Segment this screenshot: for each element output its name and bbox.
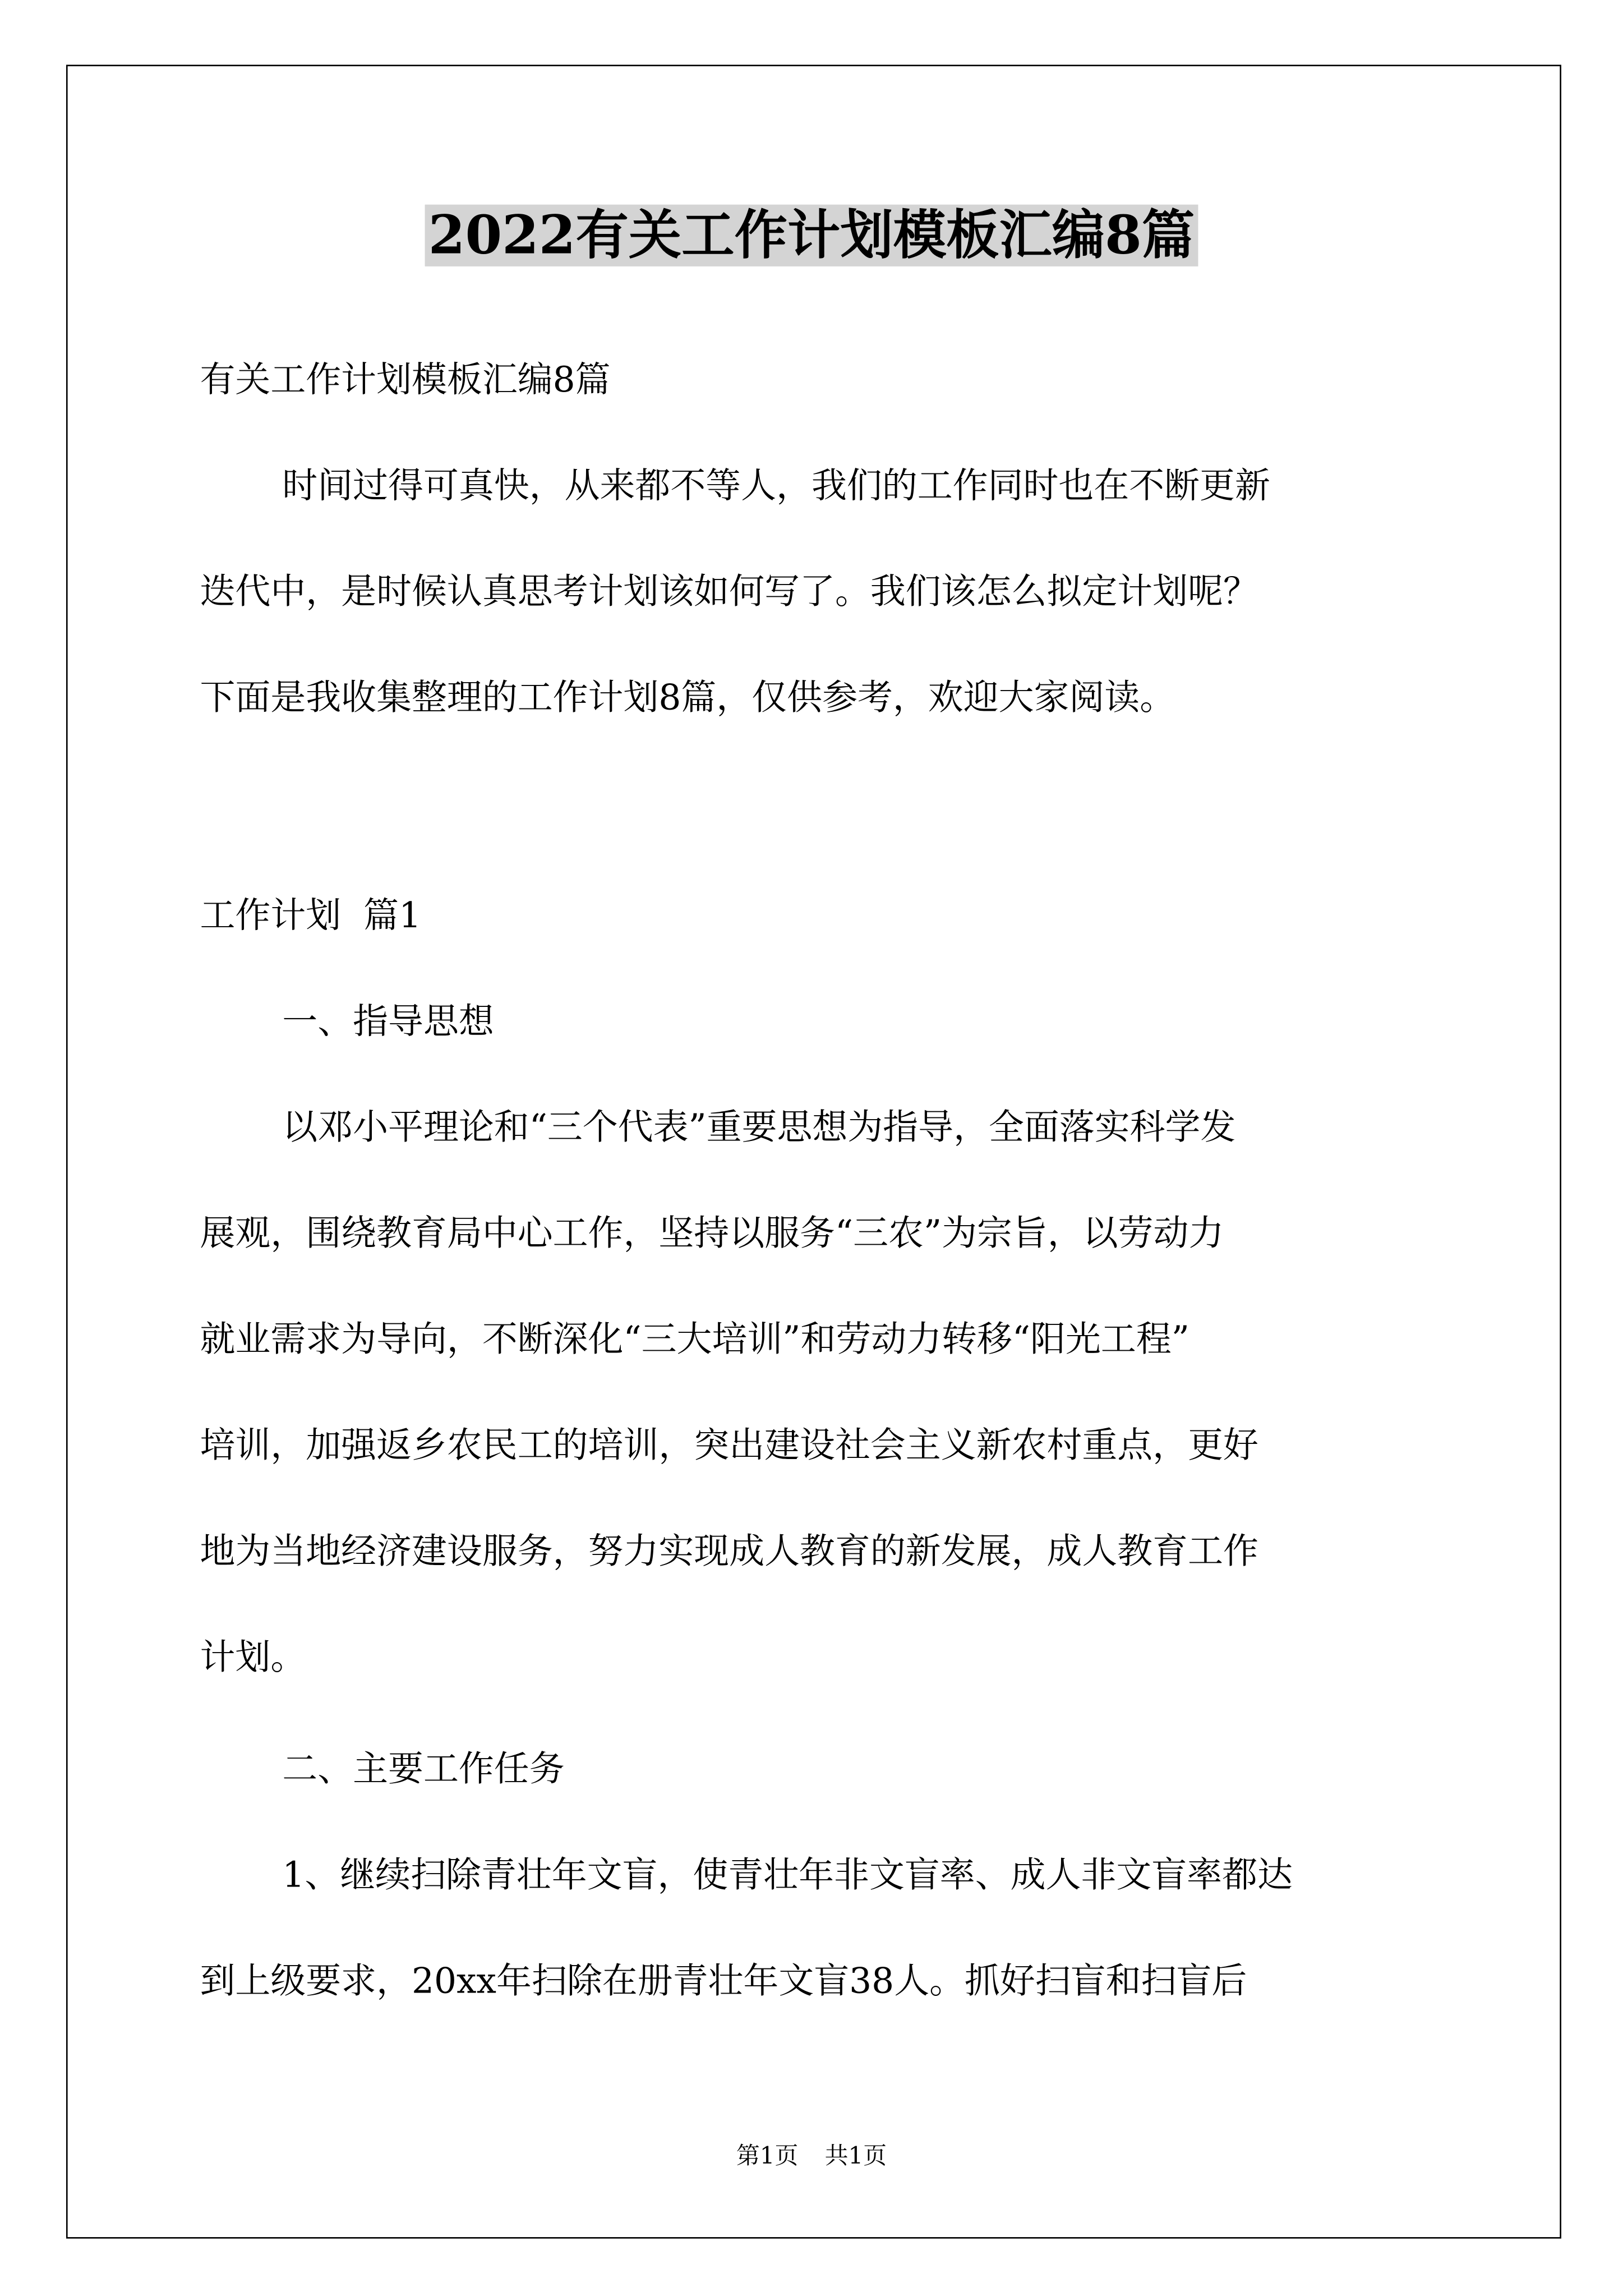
body-1-line-6: 计划。 bbox=[200, 1636, 306, 1678]
page-total: 共1页 bbox=[824, 2141, 887, 2170]
body-1-line-3: 就业需求为导向，不断深化“三大培训”和劳动力转移“阳光工程” bbox=[200, 1318, 1189, 1360]
intro-line-1: 时间过得可真快，从来都不等人，我们的工作同时也在不断更新 bbox=[282, 465, 1270, 507]
body-1-line-4: 培训，加强返乡农民工的培训，突出建设社会主义新农村重点，更好 bbox=[200, 1424, 1258, 1466]
document-title: 2022有关工作计划模板汇编8篇 bbox=[0, 191, 1623, 279]
page-number: 第1页 bbox=[736, 2141, 799, 2170]
intro-line-2: 迭代中，是时候认真思考计划该如何写了。我们该怎么拟定计划呢？ bbox=[200, 570, 1258, 613]
body-1-line-1: 以邓小平理论和“三个代表”重要思想为指导，全面落实科学发 bbox=[282, 1107, 1236, 1148]
body-2-line-1: 1、继续扫除青壮年文盲，使青壮年非文盲率、成人非文盲率都达 bbox=[282, 1854, 1293, 1896]
body-1-line-5: 地为当地经济建设服务，努力实现成人教育的新发展，成人教育工作 bbox=[200, 1530, 1258, 1572]
page-footer bbox=[0, 2138, 1623, 2174]
heading-main-tasks: 二、主要工作任务 bbox=[282, 1748, 565, 1790]
section-heading: 工作计划 篇1 bbox=[200, 895, 422, 936]
document-subtitle: 有关工作计划模板汇编8篇 bbox=[200, 359, 611, 401]
body-2-line-2: 到上级要求，20xx年扫除在册青壮年文盲38人。抓好扫盲和扫盲后 bbox=[200, 1960, 1247, 2002]
body-1-line-2: 展观，围绕教育局中心工作，坚持以服务“三农”为宗旨，以劳动力 bbox=[200, 1212, 1224, 1254]
intro-line-3: 下面是我收集整理的工作计划8篇，仅供参考，欢迎大家阅读。 bbox=[200, 677, 1175, 719]
heading-guiding-ideology: 一、指导思想 bbox=[282, 1001, 494, 1042]
